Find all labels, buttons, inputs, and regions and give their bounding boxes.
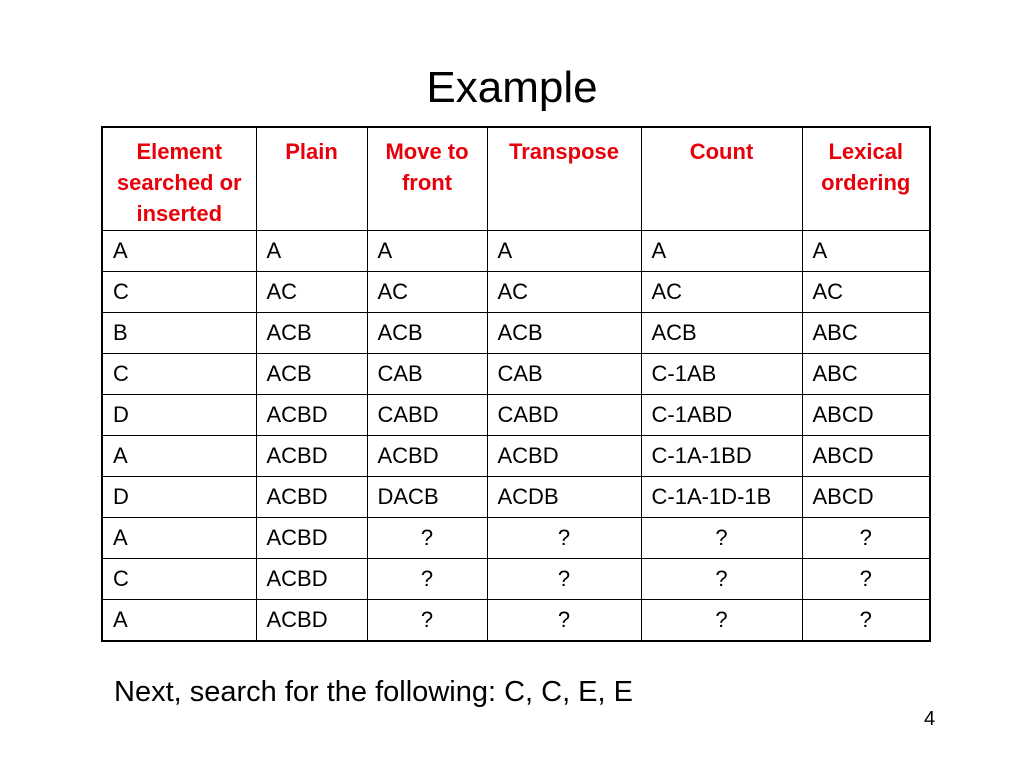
table-cell: CAB [367, 353, 487, 394]
table-cell: D [102, 394, 256, 435]
table-row [102, 517, 930, 558]
table-cell: ? [641, 558, 802, 599]
table-cell: D [102, 476, 256, 517]
table-cell: A [487, 230, 641, 271]
page-number: 4 [924, 708, 936, 730]
table-cell: C-1A-1D-1B [641, 476, 802, 517]
table-cell: ABCD [802, 435, 930, 476]
table-cell: ACBD [256, 435, 367, 476]
table-cell: ACB [641, 312, 802, 353]
table-cell: ? [367, 517, 487, 558]
table-cell: ACBD [256, 517, 367, 558]
table-row [102, 435, 930, 476]
table-cell: ACBD [256, 558, 367, 599]
search-note: Next, search for the following: C, C, E, E [114, 676, 633, 708]
table-cell: A [102, 599, 256, 641]
table-cell: A [102, 230, 256, 271]
table-cell: ABCD [802, 476, 930, 517]
table-row [102, 599, 930, 641]
table-cell: ACBD [256, 394, 367, 435]
table-cell: DACB [367, 476, 487, 517]
table-cell: B [102, 312, 256, 353]
data-table [101, 126, 931, 642]
table-cell: ? [802, 517, 930, 558]
table-cell: ? [367, 558, 487, 599]
table-cell: ABC [802, 353, 930, 394]
table-cell: A [367, 230, 487, 271]
table-cell: ACB [367, 312, 487, 353]
column-header: Plain [256, 127, 367, 230]
column-header: Count [641, 127, 802, 230]
table-cell: ABCD [802, 394, 930, 435]
table-cell: ? [802, 558, 930, 599]
table-cell: ? [802, 599, 930, 641]
column-header: Move to front [367, 127, 487, 230]
table-header-row [102, 127, 930, 230]
table-cell: ? [487, 517, 641, 558]
table-row [102, 271, 930, 312]
table-cell: ACB [487, 312, 641, 353]
table-cell: ACBD [487, 435, 641, 476]
table-cell: C-1A-1BD [641, 435, 802, 476]
table-cell: ABC [802, 312, 930, 353]
column-header: Element searched or inserted [102, 127, 256, 230]
table-cell: ? [641, 517, 802, 558]
table-cell: C-1ABD [641, 394, 802, 435]
table-cell: AC [802, 271, 930, 312]
table-cell: ACBD [256, 599, 367, 641]
table-cell: AC [487, 271, 641, 312]
table-row [102, 476, 930, 517]
table-row [102, 230, 930, 271]
table-cell: A [102, 435, 256, 476]
table-cell: C-1AB [641, 353, 802, 394]
table-cell: CABD [367, 394, 487, 435]
table-cell: ACB [256, 312, 367, 353]
table-cell: ACBD [367, 435, 487, 476]
table-cell: ACDB [487, 476, 641, 517]
table-cell: ACBD [256, 476, 367, 517]
column-header: Lexical ordering [802, 127, 930, 230]
table-cell: C [102, 558, 256, 599]
table-row [102, 558, 930, 599]
table-cell: ACB [256, 353, 367, 394]
table-cell: CABD [487, 394, 641, 435]
table-cell: C [102, 271, 256, 312]
table-cell: ? [641, 599, 802, 641]
table-cell: AC [367, 271, 487, 312]
table-cell: ? [367, 599, 487, 641]
table-cell: ? [487, 599, 641, 641]
table-cell: AC [641, 271, 802, 312]
slide-title: Example [426, 63, 598, 112]
table-cell: C [102, 353, 256, 394]
table-cell: AC [256, 271, 367, 312]
table-cell: ? [487, 558, 641, 599]
table-cell: A [102, 517, 256, 558]
column-header: Transpose [487, 127, 641, 230]
table-cell: CAB [487, 353, 641, 394]
table-cell: A [641, 230, 802, 271]
table-row [102, 394, 930, 435]
table-row [102, 312, 930, 353]
table-cell: A [256, 230, 367, 271]
table-row [102, 353, 930, 394]
table-cell: A [802, 230, 930, 271]
table-body [102, 230, 930, 641]
